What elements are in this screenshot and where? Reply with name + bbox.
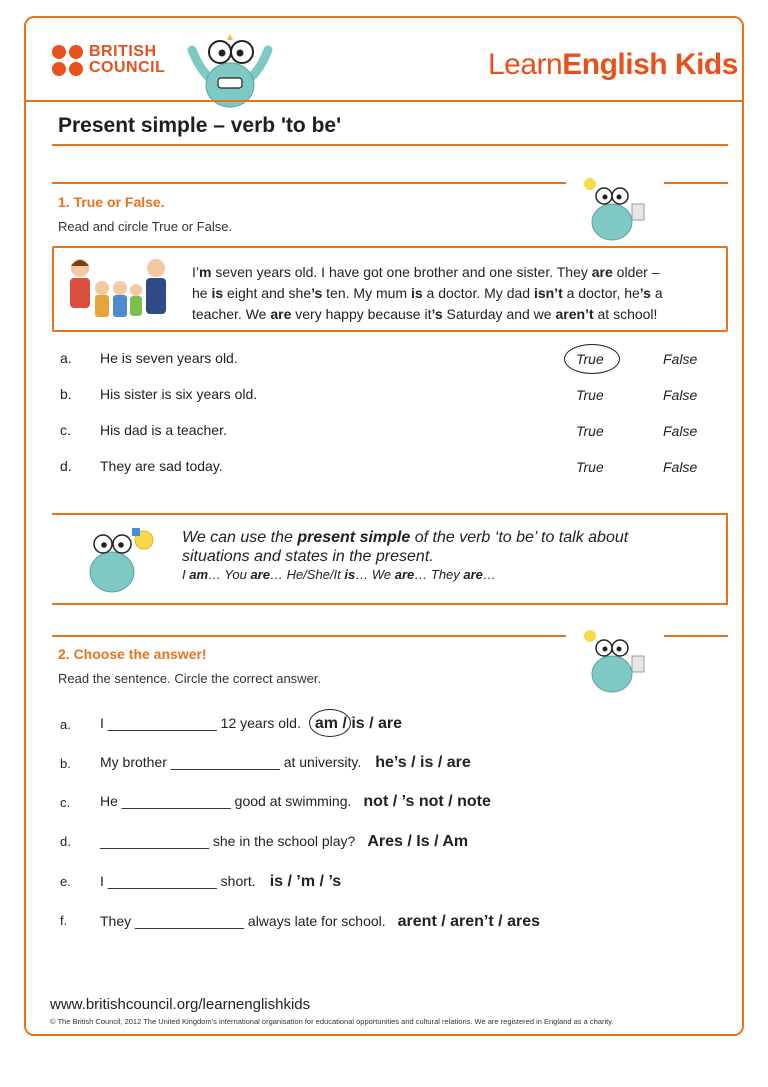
learnenglish-kids-logo[interactable] bbox=[488, 48, 738, 82]
q-row-f-opt1[interactable]: arent bbox=[397, 913, 437, 930]
logo-english: English bbox=[562, 48, 668, 81]
tf-row-a-false[interactable]: False bbox=[663, 351, 698, 367]
q-row-f-letter: f. bbox=[60, 913, 68, 928]
grammar-note-text bbox=[182, 528, 722, 584]
q-row-f-options: arent / aren’t / ares bbox=[397, 913, 540, 930]
q-row-b-opt2[interactable]: is bbox=[420, 754, 434, 771]
q-row-b-text: My brother ______________ at university. bbox=[100, 754, 362, 770]
reading-passage bbox=[192, 262, 722, 325]
q-row-d-text: ______________ she in the school play? bbox=[100, 833, 356, 849]
note-line-1: We can use the present simple of the verb ‘to be’ to talk about bbox=[182, 529, 629, 546]
british-council-logo[interactable] bbox=[52, 44, 165, 76]
q-row-d-opt2[interactable]: Is bbox=[416, 833, 430, 850]
q-row-d-letter: d. bbox=[60, 834, 71, 849]
q-row-a bbox=[100, 715, 402, 733]
q-row-d-opt1[interactable]: Ares bbox=[367, 833, 403, 850]
header-divider bbox=[26, 100, 742, 102]
tf-row-c-letter: c. bbox=[60, 422, 71, 438]
q-row-b-opt1[interactable]: he’s bbox=[375, 754, 407, 771]
section1-top-rule bbox=[52, 182, 566, 184]
q-row-e-opt1[interactable]: is bbox=[269, 873, 284, 890]
logo-kids: Kids bbox=[674, 48, 738, 81]
tf-row-b-false[interactable]: False bbox=[663, 387, 698, 403]
q-row-a-text: I ______________ 12 years old. bbox=[100, 715, 301, 731]
q-row-c-options: not / ’s not / note bbox=[363, 793, 491, 810]
tf-row-d-letter: d. bbox=[60, 458, 72, 474]
note-line-3: I am… You are… He/She/It is… We are… They are… bbox=[182, 567, 496, 582]
tf-row-b-letter: b. bbox=[60, 386, 72, 402]
passage-line-2: he is eight and she’s ten. My mum is a doctor. My dad isn’t a doctor, he’s a bbox=[192, 285, 663, 301]
tf-row-a-letter: a. bbox=[60, 350, 72, 366]
q-row-a-opt3[interactable]: are bbox=[378, 715, 403, 732]
q-row-d-opt3[interactable]: Am bbox=[442, 833, 469, 850]
q-row-e-options: is / ’m / ’s bbox=[269, 873, 342, 890]
monster-thinking-icon-2 bbox=[574, 626, 654, 696]
footer-url-link[interactable]: www.britishcouncil.org/learnenglishkids bbox=[50, 996, 311, 1013]
q-row-e-letter: e. bbox=[60, 874, 71, 889]
q-row-c-opt3[interactable]: note bbox=[457, 793, 491, 810]
q-row-a-letter: a. bbox=[60, 717, 71, 732]
tf-row-b-true[interactable]: True bbox=[576, 387, 604, 403]
q-row-e bbox=[100, 873, 341, 891]
british-council-dots-icon bbox=[52, 45, 83, 76]
tf-row-d-true[interactable]: True bbox=[576, 459, 604, 475]
q-row-a-opt1[interactable]: am bbox=[314, 715, 338, 732]
tf-row-d-text: They are sad today. bbox=[100, 458, 223, 474]
tf-row-d-false[interactable]: False bbox=[663, 459, 698, 475]
logo-line-2: COUNCIL bbox=[89, 59, 166, 76]
q-row-c-opt1[interactable]: not bbox=[363, 793, 389, 810]
passage-line-3: teacher. We are very happy because it’s Saturday and we aren’t at school! bbox=[192, 306, 658, 322]
tf-row-a-text: He is seven years old. bbox=[100, 350, 238, 366]
note-line-2: situations and states in the present. bbox=[182, 548, 434, 565]
page-title: Present simple – verb 'to be' bbox=[58, 114, 342, 137]
q-row-c-letter: c. bbox=[60, 795, 71, 810]
logo-learn: Learn bbox=[488, 48, 563, 81]
q-row-f-opt2[interactable]: aren’t bbox=[450, 913, 494, 930]
tf-row-c-true[interactable]: True bbox=[576, 423, 604, 439]
q-row-f-opt3[interactable]: ares bbox=[507, 913, 540, 930]
q-row-e-opt2[interactable]: ’m bbox=[296, 873, 316, 890]
section1-top-rule-right bbox=[664, 182, 728, 184]
monster-mascot-icon bbox=[180, 30, 280, 110]
section2-instruction: Read the sentence. Circle the correct answer. bbox=[58, 671, 322, 686]
logo-line-1: BRITISH bbox=[89, 43, 157, 60]
q-row-d bbox=[100, 833, 468, 851]
section2-top-rule-right bbox=[664, 635, 728, 637]
q-row-c-opt2[interactable]: ’s not bbox=[401, 793, 444, 810]
q-row-c bbox=[100, 793, 491, 811]
q-row-b bbox=[100, 754, 471, 772]
q-row-f-text: They ______________ always late for school. bbox=[100, 913, 386, 929]
section2-top-rule bbox=[52, 635, 566, 637]
passage-line-1: I’m seven years old. I have got one brother and one sister. They are older – bbox=[192, 264, 660, 280]
family-illustration-icon bbox=[64, 254, 174, 324]
monster-idea-icon bbox=[72, 520, 164, 598]
q-row-a-options: am / is / are bbox=[315, 715, 402, 733]
tf-row-a-true[interactable]: True bbox=[576, 351, 604, 367]
section1-instruction: Read and circle True or False. bbox=[58, 219, 233, 234]
q-row-a-opt2[interactable]: is bbox=[351, 715, 365, 732]
q-row-e-text: I ______________ short. bbox=[100, 873, 256, 889]
tf-row-c-false[interactable]: False bbox=[663, 423, 698, 439]
title-underline bbox=[52, 144, 728, 146]
monster-thinking-icon bbox=[574, 174, 654, 244]
q-row-f bbox=[100, 913, 540, 931]
answer-circle-mark bbox=[309, 709, 351, 737]
q-row-b-options: he’s / is / are bbox=[375, 754, 471, 771]
q-row-e-opt3[interactable]: ’s bbox=[328, 873, 342, 890]
tf-row-b-text: His sister is six years old. bbox=[100, 386, 258, 402]
section2-heading: 2. Choose the answer! bbox=[58, 646, 207, 662]
footer-copyright: © The British Council, 2012 The United Kingdom’s international organisation for educational opportunities and cultural relations. We are registered in England as a charity. bbox=[50, 1017, 614, 1026]
q-row-b-letter: b. bbox=[60, 756, 71, 771]
section1-heading: 1. True or False. bbox=[58, 194, 165, 210]
q-row-d-options: Ares / Is / Am bbox=[367, 833, 469, 850]
q-row-b-opt3[interactable]: are bbox=[446, 754, 471, 771]
tf-row-c-text: His dad is a teacher. bbox=[100, 422, 227, 438]
q-row-c-text: He ______________ good at swimming. bbox=[100, 793, 352, 809]
